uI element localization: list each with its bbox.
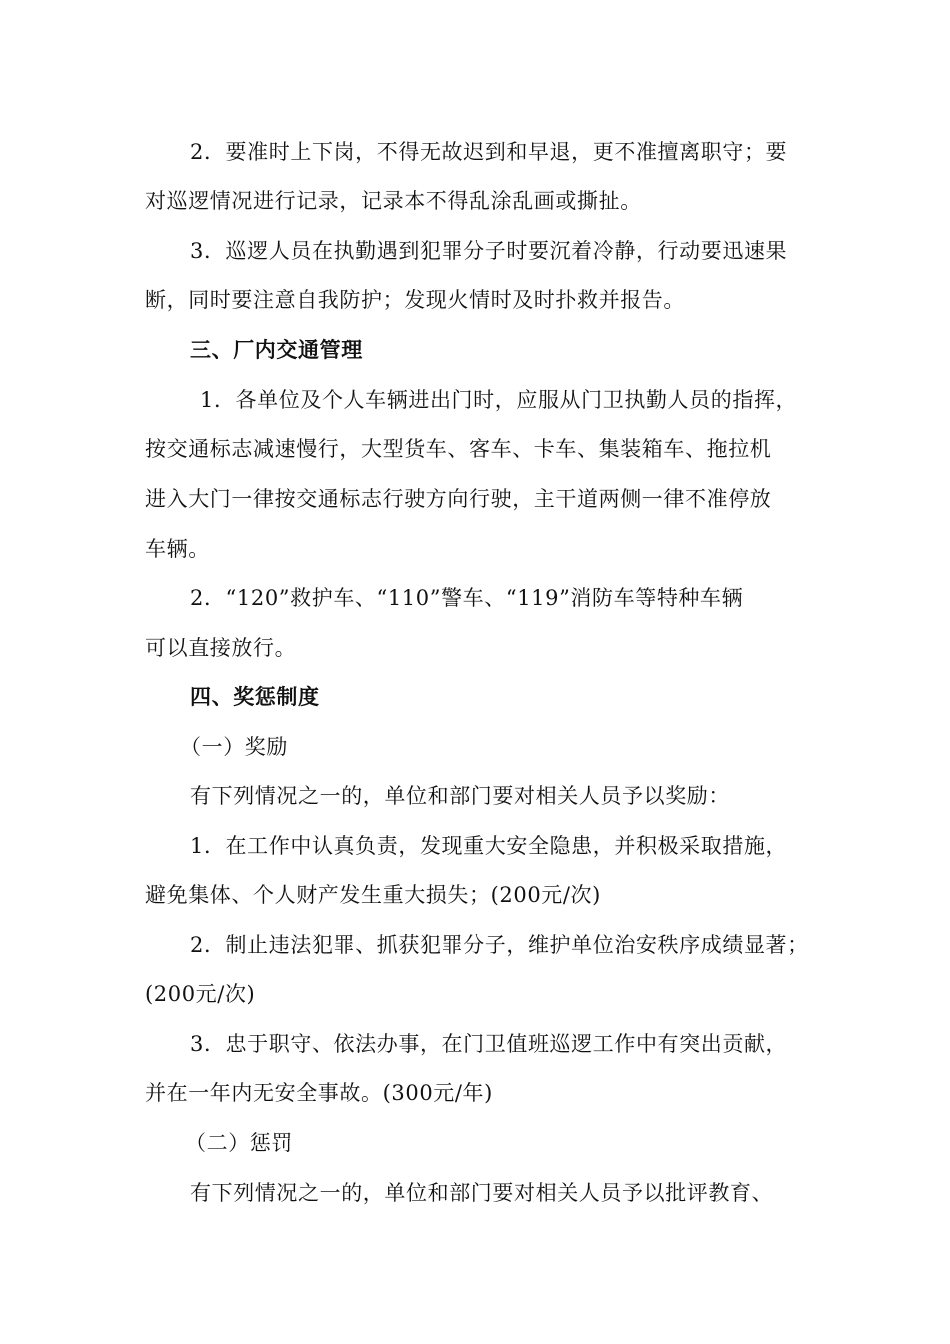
paragraph-line: 可以直接放行。 xyxy=(145,636,297,660)
paragraph-line: 2．要准时上下岗，不得无故迟到和早退，更不准擅离职守；要 xyxy=(190,140,788,164)
paragraph-line: 2．制止违法犯罪、抓获犯罪分子，维护单位治安秩序成绩显著； xyxy=(190,933,809,957)
paragraph-line: 有下列情况之一的，单位和部门要对相关人员予以批评教育、 xyxy=(190,1181,774,1205)
paragraph-line: 按交通标志减速慢行，大型货车、客车、卡车、集装箱车、拖拉机 xyxy=(145,437,772,461)
paragraph-line: 有下列情况之一的，单位和部门要对相关人员予以奖励： xyxy=(190,784,730,808)
paragraph-line: 断，同时要注意自我防护；发现火情时及时扑救并报告。 xyxy=(145,288,685,312)
paragraph-line: 3．忠于职守、依法办事，在门卫值班巡逻工作中有突出贡献， xyxy=(190,1032,788,1056)
paragraph-line: 进入大门一律按交通标志行驶方向行驶，主干道两侧一律不准停放 xyxy=(145,487,772,511)
subsection-heading: （二）惩罚 xyxy=(185,1131,293,1155)
paragraph-line: 3．巡逻人员在执勤遇到犯罪分子时要沉着冷静，行动要迅速果 xyxy=(190,239,788,263)
paragraph-line: 1．各单位及个人车辆进出门时，应服从门卫执勤人员的指挥， xyxy=(200,388,798,412)
paragraph-line: 1．在工作中认真负责，发现重大安全隐患，并积极采取措施， xyxy=(190,834,788,858)
subsection-heading: （一）奖励 xyxy=(180,735,288,759)
paragraph-line: 车辆。 xyxy=(145,537,210,561)
section-heading: 三、厂内交通管理 xyxy=(190,337,363,362)
paragraph-line: 2．“120”救护车、“110”警车、“119”消防车等特种车辆 xyxy=(190,586,744,610)
paragraph-line: 并在一年内无安全事故。(300元/年) xyxy=(145,1081,493,1105)
paragraph-line: 对巡逻情况进行记录，记录本不得乱涂乱画或撕扯。 xyxy=(145,189,642,213)
paragraph-line: (200元/次) xyxy=(145,982,256,1006)
paragraph-line: 避免集体、个人财产发生重大损失；(200元/次) xyxy=(145,883,601,907)
section-heading: 四、奖惩制度 xyxy=(190,684,320,709)
